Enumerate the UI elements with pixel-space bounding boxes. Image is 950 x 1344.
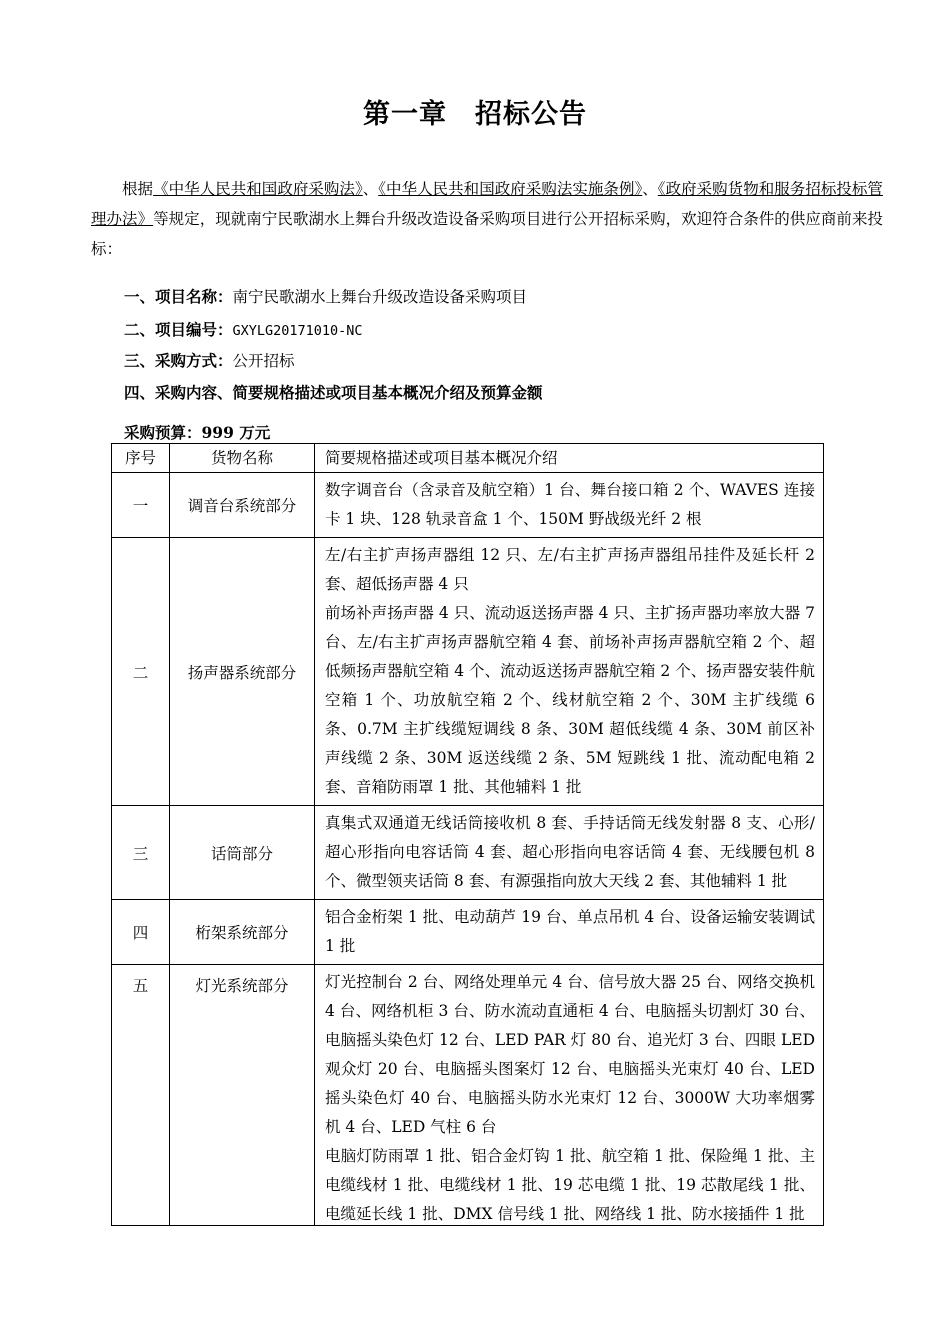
row-goods-name: 话筒部分	[170, 806, 315, 900]
item-procurement-method	[124, 349, 295, 371]
row-number: 三	[112, 806, 170, 900]
intro-paragraph	[91, 174, 883, 264]
law-reference-2: 《中华人民共和国政府采购法实施条例》	[378, 180, 643, 198]
row-description	[315, 473, 824, 538]
item-label: 四、采购内容、简要规格描述或项目基本概况介绍及预算金额	[124, 383, 543, 402]
description-paragraph: 灯光控制台 2 台、网络处理单元 4 台、信号放大器 25 台、网络交换机 4 台、网络机柜 3 台、防水流动直通柜 4 台、电脑摇头切割灯 30 台、电脑摇头染色灯 12 台、LED PAR 灯 80 台、追光灯 3 台、四眼 LED 观众灯 20 台、电脑摇头图案灯 12 台、电脑摇头光束灯 40 台、LED 摇头染色灯 40 台、电脑摇头防水光束灯 12 台、3000W 大功率烟雾机 4 台、LED 气柱 6 台	[325, 973, 815, 1136]
table-row	[112, 806, 824, 900]
item-label: 一、项目名称：	[124, 287, 233, 306]
item-value: 南宁民歌湖水上舞台升级改造设备采购项目	[232, 288, 528, 306]
row-goods-name: 调音台系统部分	[170, 473, 315, 538]
description-paragraph: 左/右主扩声扬声器组 12 只、左/右主扩声扬声器组吊挂件及延长杆 2 套、超低扬声器 4 只	[325, 546, 815, 593]
table-row	[112, 965, 824, 1226]
description-continued	[325, 968, 815, 1225]
item-label: 三、采购方式：	[124, 351, 233, 370]
item-value: GXYLG20171010-NC	[232, 323, 363, 339]
row-number: 一	[112, 473, 170, 538]
table-header-row	[112, 444, 824, 473]
item-value: 公开招标	[232, 352, 295, 370]
description-paragraph: 铝合金桁架 1 批、电动葫芦 19 台、单点吊机 4 台、设备运输安装调试 1 批	[325, 908, 815, 955]
intro-suffix: 等规定，现就南宁民歌湖水上舞台升级改造设备采购项目进行公开招标采购，欢迎符合条件的供应商前来投标：	[91, 210, 883, 258]
item-procurement-content	[124, 381, 543, 403]
intro-separator: 、	[642, 180, 658, 198]
header-goods-name: 货物名称	[170, 444, 315, 473]
header-description: 简要规格描述或项目基本概况介绍	[315, 444, 824, 473]
description-paragraph: 前场补声扬声器 4 只、流动返送扬声器 4 只、主扩扬声器功率放大器 7 台、左/右主扩声扬声器航空箱 4 套、前场补声扬声器航空箱 2 个、超低频扬声器航空箱 4 个、流动返送扬声器航空箱 2 个、扬声器安装件航空箱 1 个、功放航空箱 2 个、线材航空箱 2 个、30M 主扩线缆 6 条、0.7M 主扩线缆短调线 8 条、30M 超低线缆 4 条、30M 前区补声线缆 2 条、30M 返送线缆 2 条、5M 短跳线 1 批、流动配电箱 2 套、音箱防雨罩 1 批、其他辅料 1 批	[325, 604, 815, 796]
row-goods-name: 桁架系统部分	[170, 900, 315, 965]
header-number: 序号	[112, 444, 170, 473]
item-label: 二、项目编号：	[124, 320, 233, 339]
intro-prefix: 根据	[122, 180, 154, 198]
law-reference-1: 《中华人民共和国政府采购法》	[153, 180, 363, 198]
procurement-table	[111, 443, 824, 1226]
table-row	[112, 473, 824, 538]
row-description	[315, 900, 824, 965]
chapter-title: 第一章 招标公告	[363, 99, 587, 130]
law-reference-3: 《政府采购货物和服务招标投标管理办法》	[91, 180, 883, 228]
row-number: 四	[112, 900, 170, 965]
description-paragraph: 数字调音台（含录音及航空箱）1 台、舞台接口箱 2 个、WAVES 连接卡 1 块、128 轨录音盒 1 个、150M 野战级光纤 2 根	[325, 481, 815, 528]
item-project-name	[124, 285, 527, 307]
table-row	[112, 900, 824, 965]
description-paragraph: 电脑灯防雨罩 1 批、铝合金灯钩 1 批、航空箱 1 批、保险绳 1 批、主电缆线材 1 批、电缆线材 1 批、19 芯电缆 1 批、19 芯散尾线 1 批、电缆延长线 1 批、DMX 信号线 1 批、网络线 1 批、防水接插件 1 批	[325, 1147, 815, 1223]
row-goods-name: 扬声器系统部分	[170, 538, 315, 806]
intro-separator: 、	[362, 180, 379, 198]
table-row	[112, 538, 824, 806]
description-paragraph: 真集式双通道无线话筒接收机 8 套、手持话筒无线发射器 8 支、心形/超心形指向电容话筒 4 套、超心形指向电容话筒 4 套、无线腰包机 8 个、微型领夹话筒 8 套、有源强指向放大天线 2 套、其他辅料 1 批	[325, 814, 815, 890]
row-description	[315, 965, 824, 1226]
row-number: 二	[112, 538, 170, 806]
row-description	[315, 806, 824, 900]
item-project-number	[124, 318, 363, 340]
budget-amount: 采购预算：999 万元	[124, 423, 271, 442]
row-description	[315, 538, 824, 806]
row-number: 五	[112, 965, 170, 1226]
row-goods-name: 灯光系统部分	[170, 965, 315, 1226]
